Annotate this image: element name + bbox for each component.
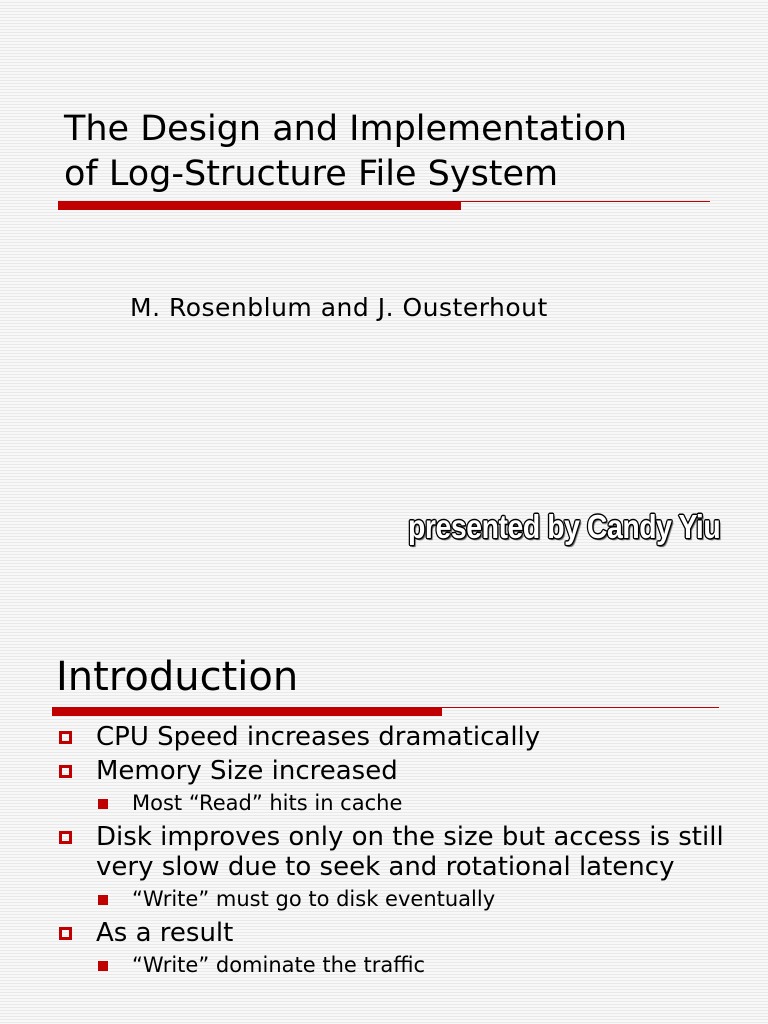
- bullet-text: Disk improves only on the size but access is still very slow due to seek and rotational latency: [96, 822, 724, 882]
- title-rule-thick: [58, 202, 461, 210]
- sub-bullet-text: “Write” must go to disk eventually: [132, 887, 496, 911]
- slide-title-line-2: of Log-Structure File System: [64, 154, 559, 194]
- sub-bullet-item: [56, 952, 736, 978]
- bullet-item: [56, 822, 736, 882]
- hollow-square-bullet-icon: [59, 765, 72, 778]
- filled-square-bullet-icon: [98, 895, 108, 905]
- introduction-slide: [0, 600, 768, 1024]
- hollow-square-bullet-icon: [59, 731, 72, 744]
- bullet-item: [56, 756, 736, 786]
- slide-title: Introduction: [56, 654, 299, 700]
- sub-bullet-text: “Write” dominate the traffic: [132, 953, 426, 977]
- sub-bullet-item: [56, 790, 736, 816]
- authors: M. Rosenblum and J. Ousterhout: [130, 293, 548, 322]
- bullet-text: Memory Size increased: [96, 756, 398, 786]
- sub-bullet-item: [56, 886, 736, 912]
- hollow-square-bullet-icon: [59, 927, 72, 940]
- presenter-credit: presented by Candy Yiu: [408, 508, 721, 545]
- bullet-list: [56, 722, 736, 984]
- bullet-text: As a result: [96, 918, 234, 948]
- bullet-text: CPU Speed increases dramatically: [96, 722, 541, 752]
- intro-rule-thick: [52, 708, 442, 716]
- hollow-square-bullet-icon: [59, 831, 72, 844]
- filled-square-bullet-icon: [98, 799, 108, 809]
- slide-title: [64, 107, 744, 197]
- sub-bullet-text: Most “Read” hits in cache: [132, 791, 403, 815]
- bullet-item: [56, 918, 736, 948]
- slide-title-line-1: The Design and Implementation: [64, 109, 628, 149]
- bullet-item: [56, 722, 736, 752]
- filled-square-bullet-icon: [98, 961, 108, 971]
